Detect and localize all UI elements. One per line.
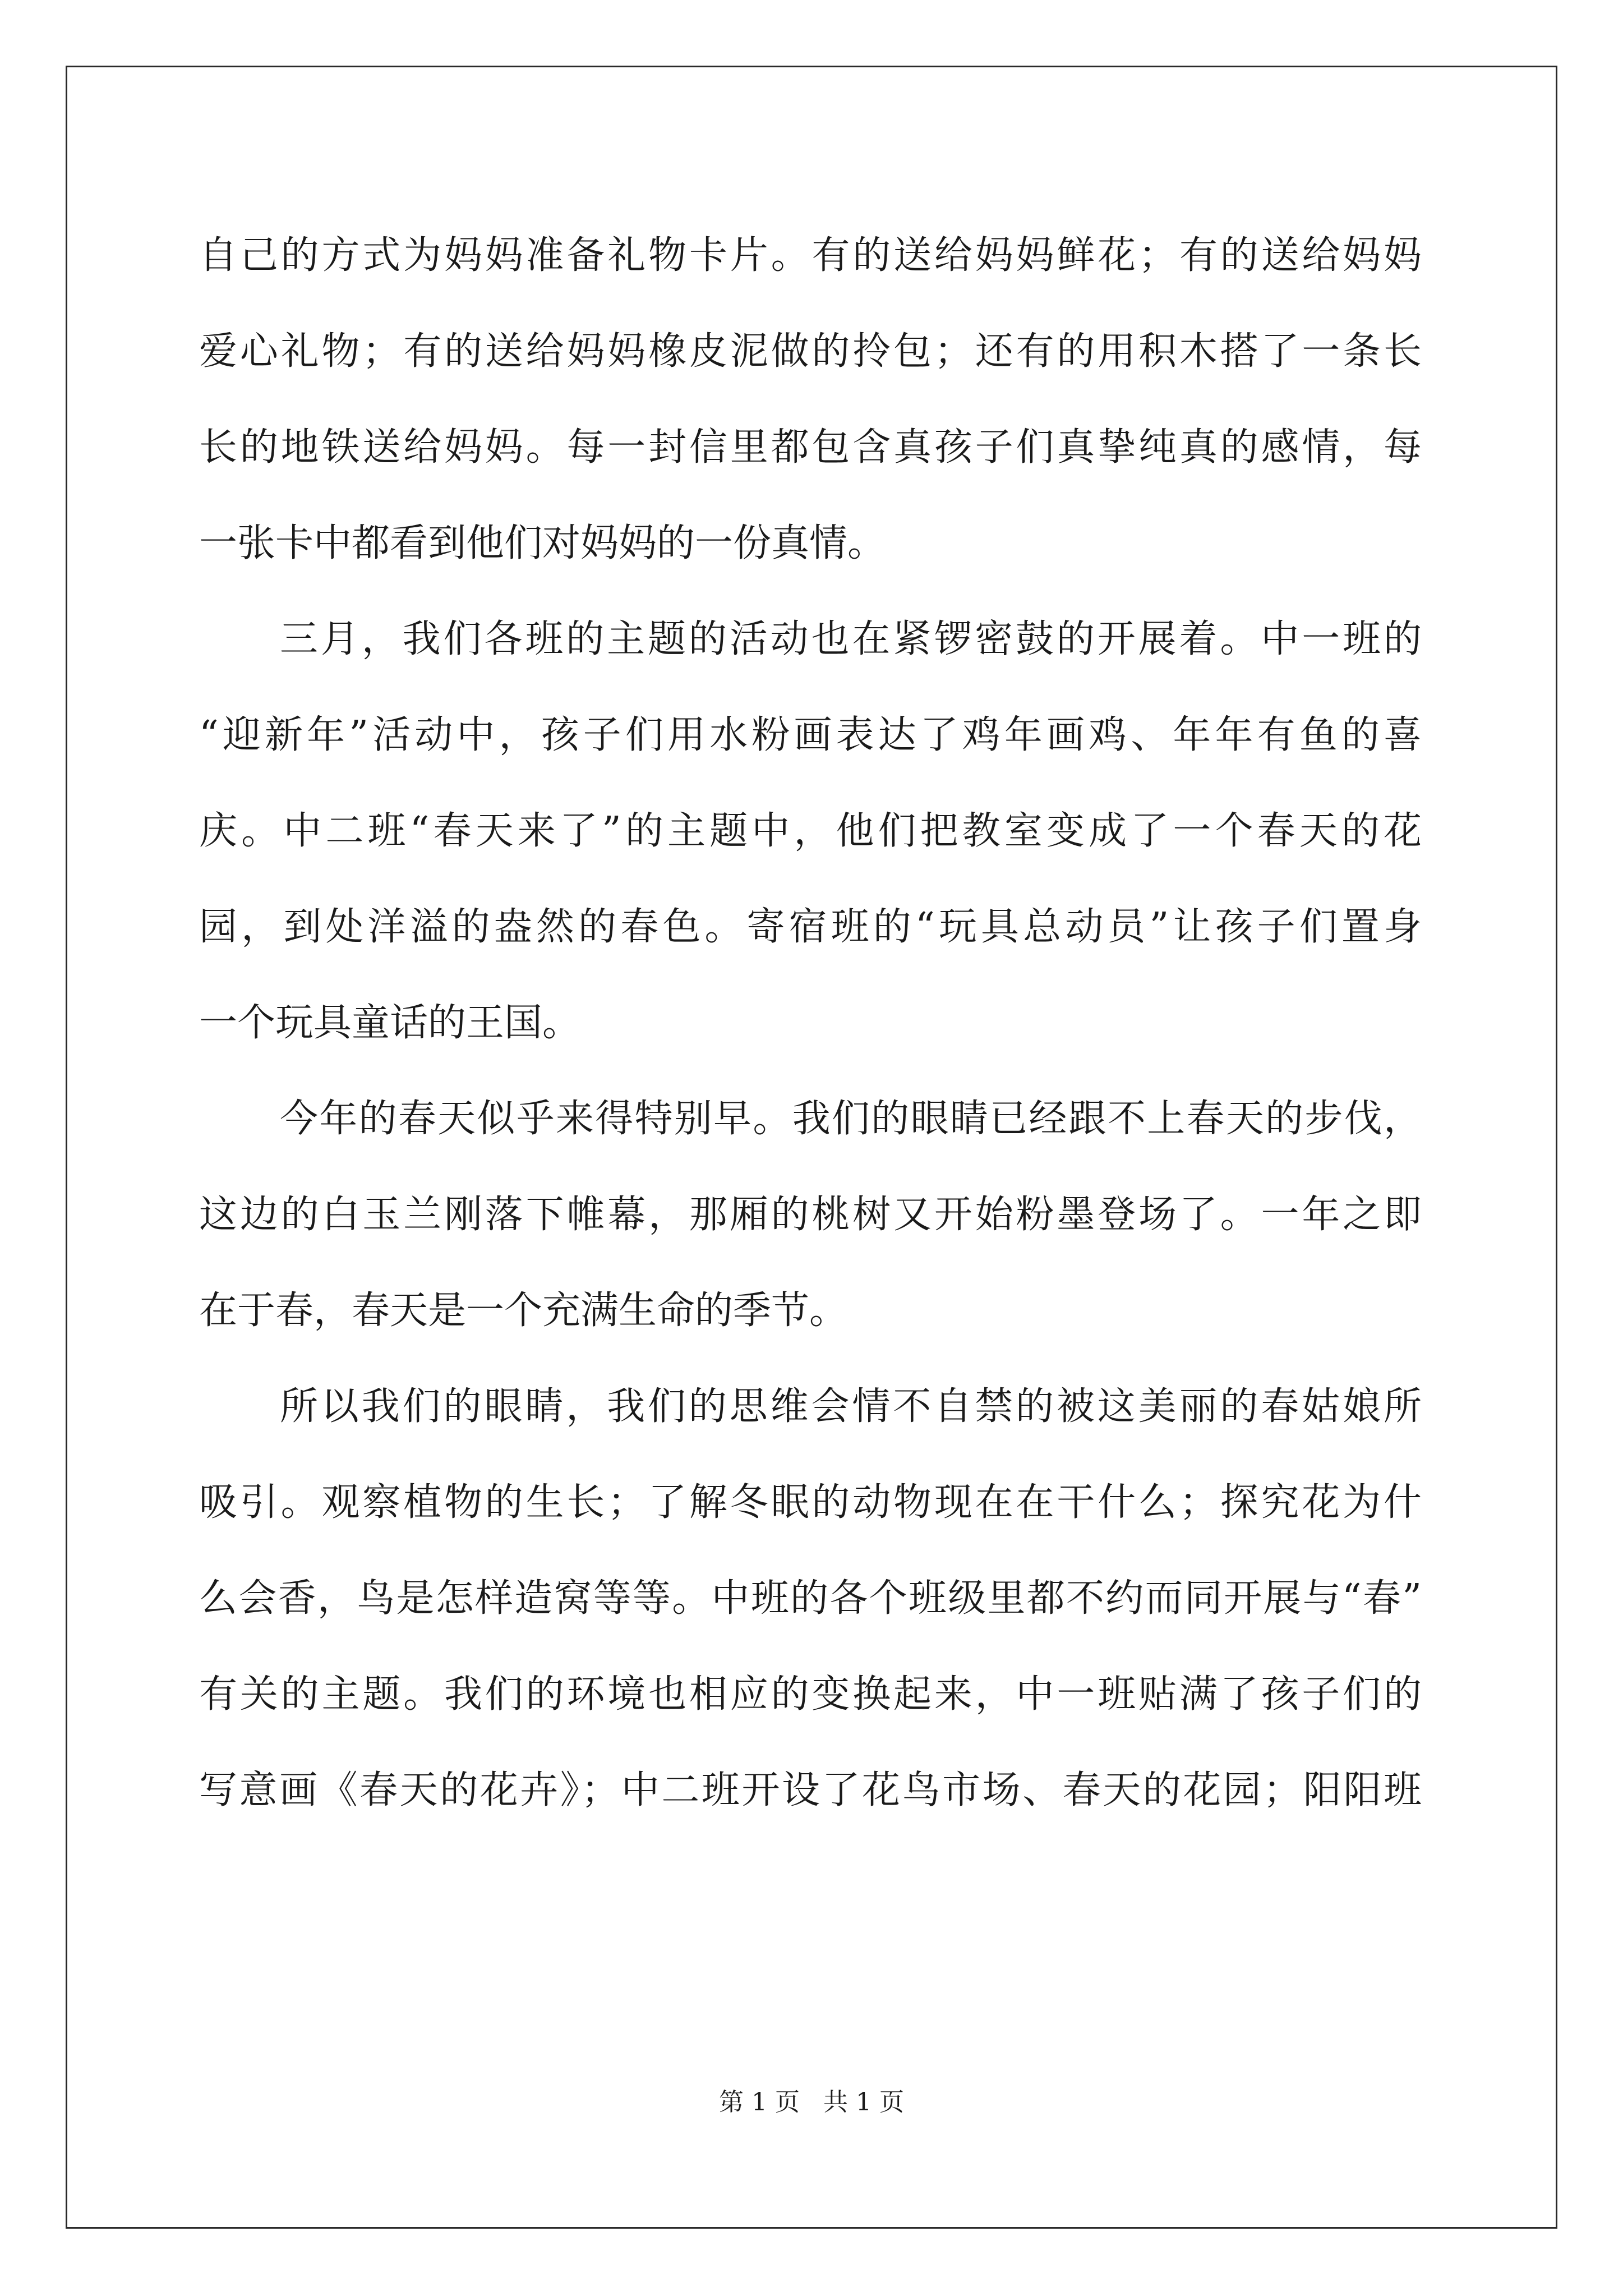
paragraph-line: 庆。中二班“春天来了”的主题中，他们把教室变成了一个春天的花 [199,809,1422,853]
paragraph-line: 自己的方式为妈妈准备礼物卡片。有的送给妈妈鲜花；有的送给妈妈 [199,233,1422,278]
paragraph-line: 有关的主题。我们的环境也相应的变换起来，中一班贴满了孩子们的 [199,1672,1422,1717]
paragraph-line: 园，到处洋溢的盎然的春色。寄宿班的“玩具总动员”让孩子们置身 [199,905,1422,949]
paragraph-line: 吸引。观察植物的生长；了解冬眠的动物现在在干什么；探究花为什 [199,1480,1422,1525]
paragraph-line: 这边的白玉兰刚落下帷幕，那厢的桃树又开始粉墨登场了。一年之即 [199,1193,1422,1237]
page-number-footer: 第 1 页 共 1 页 [719,2088,904,2116]
paragraph-line: 写意画《春天的花卉》；中二班开设了花鸟市场、春天的花园；阳阳班 [199,1768,1422,1812]
paragraph-line: 长的地铁送给妈妈。每一封信里都包含真孩子们真挚纯真的感情，每 [199,425,1422,470]
paragraph-line: 一张卡中都看到他们对妈妈的一份真情。 [199,521,886,565]
paragraph-line: “迎新年”活动中，孩子们用水粉画表达了鸡年画鸡、年年有鱼的喜 [199,713,1422,757]
paragraph-line: 在于春，春天是一个充满生命的季节。 [199,1289,848,1333]
paragraph-line: 一个玩具童话的王国。 [199,1001,581,1045]
paragraph-line: 所以我们的眼睛，我们的思维会情不自禁的被这美丽的春姑娘所 [280,1384,1422,1429]
paragraph-line: 今年的春天似乎来得特别早。我们的眼睛已经跟不上春天的步伐， [280,1097,1422,1141]
document-body [199,208,1422,1838]
paragraph-line: 么会香，鸟是怎样造窝等等。中班的各个班级里都不约而同开展与“春” [199,1576,1422,1621]
paragraph-line: 三月，我们各班的主题的活动也在紧锣密鼓的开展着。中一班的 [280,617,1422,661]
paragraph-line: 爱心礼物；有的送给妈妈橡皮泥做的拎包；还有的用积木搭了一条长 [199,329,1422,374]
